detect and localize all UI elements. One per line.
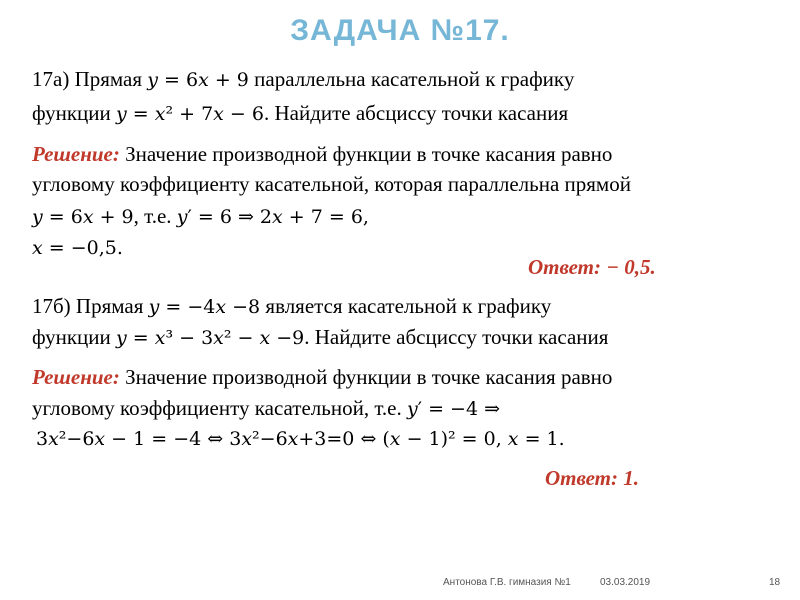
task-a-solution-formula-2: 𝑦′ = 6 ⇒ 2𝑥 + 7 = 6,: [176, 206, 369, 228]
task-a-prefix: 17а) Прямая: [32, 67, 148, 91]
task-b-question: . Найдите абсциссу точки касания: [304, 325, 609, 349]
task-a-solution-line-4: 𝑥 = −0,5.: [32, 237, 123, 259]
task-b-solution-text-2: угловому коэффициенту касательной, т.е.: [32, 396, 407, 420]
task-a-solution-formula-1: 𝑦 = 6𝑥 + 9: [32, 206, 134, 228]
task-a-line-formula: 𝑦 = 6𝑥 + 9: [147, 69, 249, 91]
task-b-function-prefix: функции: [32, 325, 116, 349]
task-a-solution-connector: , т.е.: [133, 204, 177, 228]
task-a-solution-text-1: Значение производной функции в точке касания равно: [119, 142, 613, 166]
task-b-solution-line-2: [32, 395, 500, 422]
task-b-answer: Ответ: 1.: [545, 466, 639, 490]
footer-author: Антонова Г.В. гимназия №1: [443, 577, 571, 588]
task-b-solution-line-3: 3𝑥²−6𝑥 − 1 = −4 ⇔ 3𝑥²−6𝑥+3=0 ⇔ (𝑥 − 1)² = 0, 𝑥 = 1.: [36, 428, 565, 450]
task-b-text: является касательной к графику: [260, 294, 552, 318]
task-b-solution-label: Решение:: [32, 365, 120, 389]
task-b-solution-text-1: Значение производной функции в точке касания равно: [119, 365, 613, 389]
task-b-line-formula: 𝑦 = −4𝑥 −8: [148, 296, 261, 318]
task-b-prefix: 17б) Прямая: [32, 294, 149, 318]
task-a-solution-label: Решение:: [32, 142, 120, 166]
task-a-solution-line-1: [32, 141, 612, 167]
task-a-function-formula: 𝑦 = 𝑥² + 7𝑥 − 6: [116, 103, 264, 125]
task-b-function-formula: 𝑦 = 𝑥³ − 3𝑥² − 𝑥 −9: [116, 327, 305, 349]
task-b-solution-formula: 𝑦′ = −4 ⇒: [407, 398, 501, 420]
task-a-solution-line-3: [32, 203, 369, 230]
slide-number: 18: [769, 577, 781, 588]
task-b-statement-line-2: [32, 324, 608, 351]
task-a-question: . Найдите абсциссу точки касания: [263, 101, 569, 125]
task-a-statement-line-2: [32, 100, 568, 127]
task-b-solution-line-1: [32, 364, 612, 390]
task-a-function-prefix: функции: [32, 101, 116, 125]
task-a-answer: Ответ: − 0,5.: [528, 255, 656, 279]
slide-title: ЗАДАЧА №17.: [290, 14, 510, 47]
task-a-text: параллельна касательной к графику: [248, 67, 575, 91]
task-b-statement-line-1: [32, 293, 551, 320]
task-a-solution-line-2: угловому коэффициенту касательной, которая параллельна прямой: [32, 172, 631, 196]
task-a-statement-line-1: [32, 66, 574, 93]
footer-date: 03.03.2019: [600, 577, 651, 588]
